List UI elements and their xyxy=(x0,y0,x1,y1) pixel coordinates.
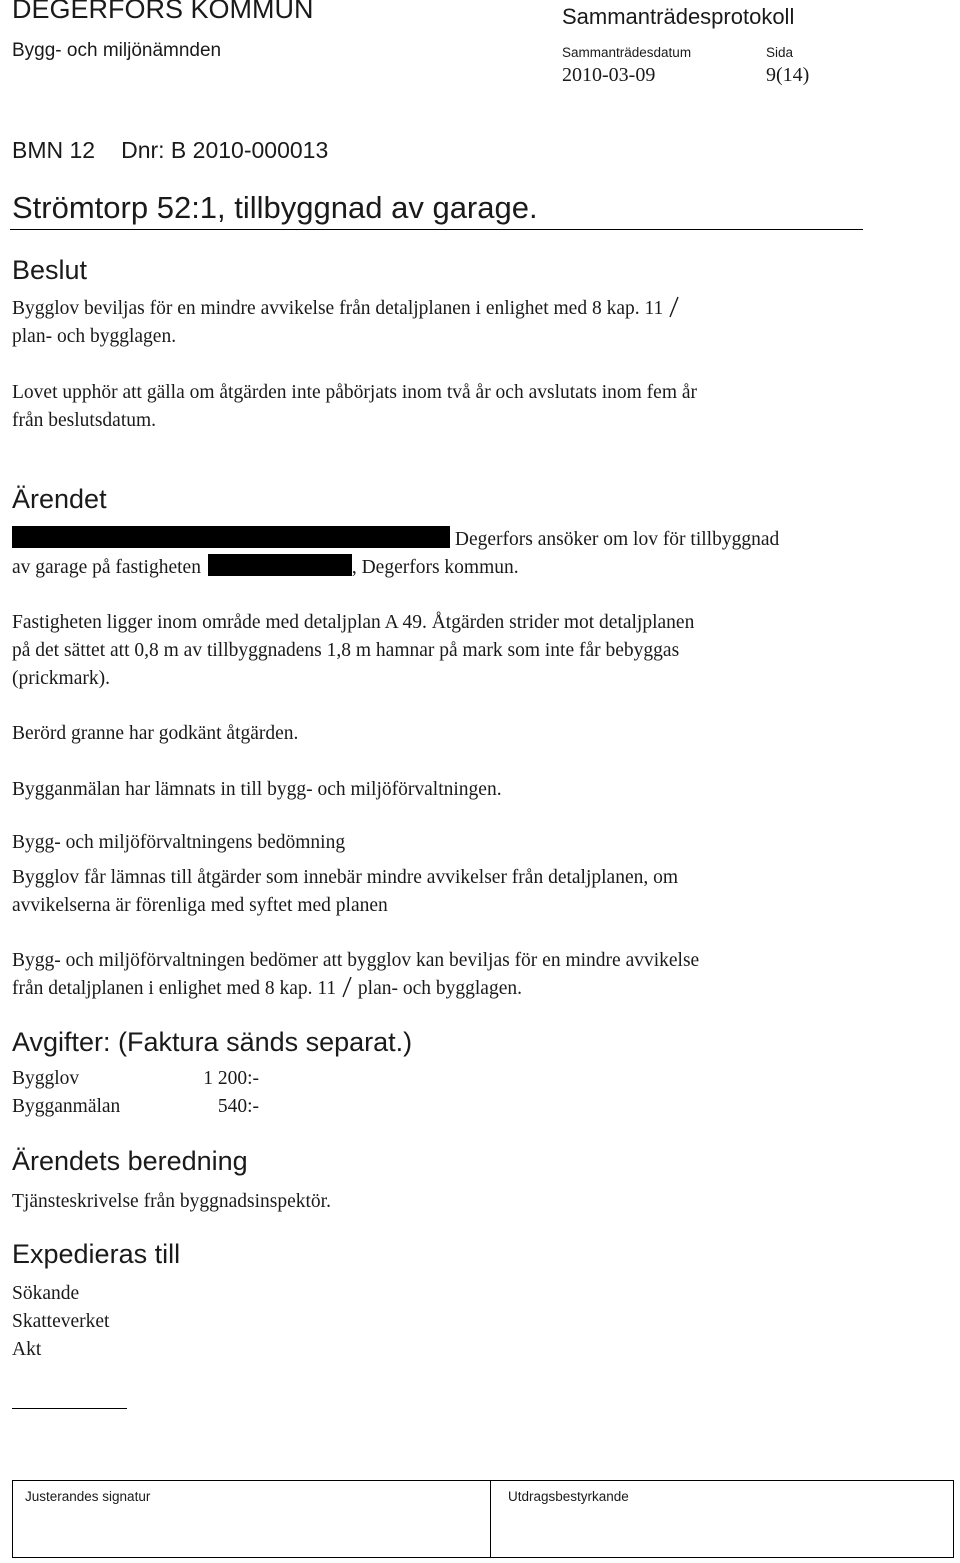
section-sign-icon xyxy=(341,976,353,998)
beslut-p2-line1: Lovet upphör att gälla om åtgärden inte påbörjats inom två år och avslutats inom fem år xyxy=(12,382,698,403)
bedomning-p1-line1: Bygglov får lämnas till åtgärder som innebär mindre avvikelser från detaljplanen, om xyxy=(12,867,679,888)
arendet-p2-line1: Fastigheten ligger inom område med detaljplan A 49. Åtgärden strider mot detaljplanen xyxy=(12,612,695,633)
fee-amount: 540:- xyxy=(217,1096,259,1117)
beslut-p2-line2: från beslutsdatum. xyxy=(12,410,157,431)
case-diarienummer: Dnr: B 2010-000013 xyxy=(121,137,329,163)
board-name: Bygg- och miljönämnden xyxy=(12,40,222,61)
bedomning-p2-line2-a: från detaljplanen i enlighet med 8 kap. 11 xyxy=(12,978,337,999)
bedomning-heading: Bygg- och miljöförvaltningens bedömning xyxy=(12,832,346,853)
arendet-p2-line3: (prickmark). xyxy=(12,668,110,689)
arendet-p1-line1: Degerfors ansöker om lov för tillbyggnad xyxy=(450,529,780,550)
signature-box xyxy=(12,1480,954,1558)
case-title: Strömtorp 52:1, tillbyggnad av garage. xyxy=(12,190,538,225)
beslut-p1-line2: plan- och bygglagen. xyxy=(12,326,177,347)
list-item: Skatteverket xyxy=(12,1311,110,1332)
recipient-list xyxy=(12,1280,109,1364)
signature-divider xyxy=(490,1481,491,1557)
fee-name: Bygglov xyxy=(12,1068,80,1089)
bedomning-p2-line2-b: plan- och bygglagen. xyxy=(353,978,522,999)
fee-name: Bygganmälan xyxy=(12,1096,121,1117)
section-sign-icon xyxy=(668,296,680,318)
heading-avgifter: Avgifter: (Faktura sänds separat.) xyxy=(12,1027,413,1057)
document-type: Sammanträdesprotokoll xyxy=(562,4,795,29)
certification-label: Utdragsbestyrkande xyxy=(508,1489,629,1504)
case-paragraph: BMN 12 xyxy=(12,137,96,163)
beslut-paragraph-2 xyxy=(12,379,697,435)
bedomning-paragraph-1 xyxy=(12,864,678,920)
arendet-paragraph-4: Bygganmälan har lämnats in till bygg- och miljöförvaltningen. xyxy=(12,779,502,800)
title-divider xyxy=(10,229,863,230)
meeting-date: 2010-03-09 xyxy=(562,64,656,86)
page-number: 9(14) xyxy=(766,64,810,86)
bedomning-paragraph-2 xyxy=(12,947,699,1003)
end-divider xyxy=(12,1408,127,1409)
list-item: Akt xyxy=(12,1339,42,1360)
list-item: Sökande xyxy=(12,1283,80,1304)
arendet-p2-line2: på det sättet att 0,8 m av tillbyggnadens 1,8 m hamnar på mark som inte får bebyggas xyxy=(12,640,680,661)
bedomning-p2-line1: Bygg- och miljöförvaltningen bedömer att bygglov kan beviljas för en mindre avvikelse xyxy=(12,950,700,971)
beredning-text: Tjänsteskrivelse från byggnadsinspektör. xyxy=(12,1191,331,1212)
signature-label: Justerandes signatur xyxy=(25,1489,151,1504)
arendet-p1-line2-b: , Degerfors kommun. xyxy=(351,557,519,578)
arendet-paragraph-1 xyxy=(12,526,779,582)
beslut-paragraph-1 xyxy=(12,295,680,351)
heading-expedieras: Expedieras till xyxy=(12,1239,181,1269)
fee-row xyxy=(12,1096,259,1118)
fee-amount: 1 200:- xyxy=(203,1068,259,1089)
bedomning-p1-line2: avvikelserna är förenliga med syftet med planen xyxy=(12,895,388,916)
heading-beslut: Beslut xyxy=(12,255,88,285)
fee-row xyxy=(12,1068,259,1090)
beslut-p1-line1: Bygglov beviljas för en mindre avvikelse från detaljplanen i enlighet med 8 kap. 11 xyxy=(12,298,664,319)
date-label: Sammanträdesdatum xyxy=(562,45,692,60)
arendet-p1-line2-a: av garage på fastigheten xyxy=(12,557,201,578)
heading-beredning: Ärendets beredning xyxy=(12,1146,248,1176)
case-reference xyxy=(12,137,328,164)
organization-name: DEGERFORS KOMMUN xyxy=(12,0,314,24)
arendet-paragraph-2 xyxy=(12,609,694,693)
redacted-applicant xyxy=(12,526,450,548)
page-label: Sida xyxy=(766,45,794,60)
heading-arendet: Ärendet xyxy=(12,484,107,514)
redacted-property xyxy=(208,554,352,576)
arendet-paragraph-3: Berörd granne har godkänt åtgärden. xyxy=(12,723,299,744)
